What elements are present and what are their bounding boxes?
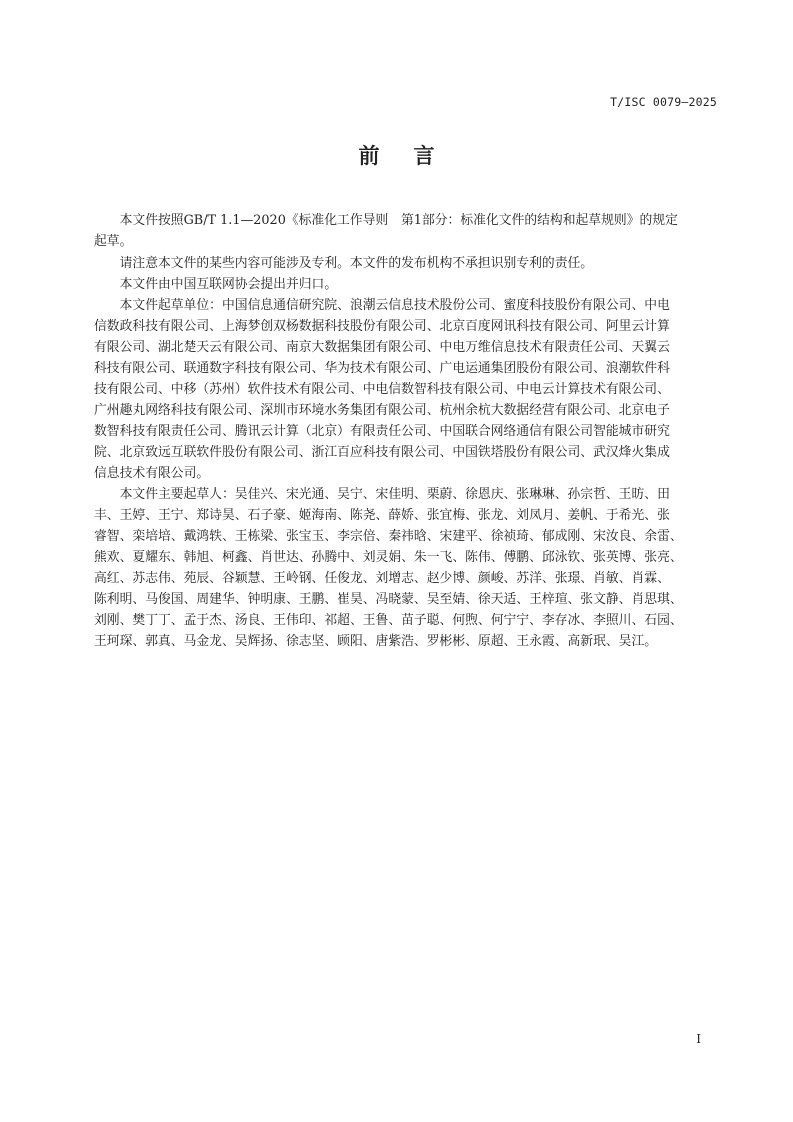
standard-code: T/ISC 0079—2025 <box>610 95 717 109</box>
body-line: 技有限公司、中移（苏州）软件技术有限公司、中电信数智科技有限公司、中电云计算技术有限公司、 <box>94 382 670 397</box>
body-line: 丰、王婷、王宁、郑诗昊、石子豪、姬海南、陈尧、薛娇、张宜梅、张龙、刘凤月、姜帆、于希光、张 <box>94 508 670 523</box>
body-line: 熊欢、夏耀东、韩旭、柯鑫、肖世达、孙腾中、刘灵娟、朱一飞、陈伟、傅鹏、邱泳钦、张英博、张亮、 <box>94 550 683 565</box>
body-line: 刘刚、樊丁丁、孟于杰、汤良、王伟印、祁超、王鲁、苗子聪、何煦、何宁宁、李存冰、李照川、石园、 <box>94 613 683 628</box>
body-line: 科技有限公司、联通数字科技有限公司、华为技术有限公司、广电运通集团股份有限公司、浪潮软件科 <box>94 361 670 376</box>
body-line: 信息技术有限公司。 <box>94 466 210 481</box>
body-line: 起草。 <box>94 234 133 249</box>
body-line: 本文件按照GB/T 1.1—2020《标准化工作导则 第1部分：标准化文件的结构和起草规则》的规定 <box>94 213 678 228</box>
title-char-1: 前 <box>358 144 380 168</box>
body-line: 广州趣丸网络科技有限公司、深圳市环境水务集团有限公司、杭州余杭大数据经营有限公司、北京电子 <box>94 403 670 418</box>
page-title <box>0 140 793 170</box>
body-line: 数智科技有限责任公司、腾讯云计算（北京）有限责任公司、中国联合网络通信有限公司智能城市研究 <box>94 424 670 439</box>
body-line: 高红、苏志伟、苑辰、谷颖慧、王岭钢、任俊龙、刘增志、赵少博、颜峻、苏洋、张璟、肖敏、肖霖、 <box>94 571 670 586</box>
body-line: 院、北京致远互联软件股份有限公司、浙江百应科技有限公司、中国铁塔股份有限公司、武汉烽火集成 <box>94 445 670 460</box>
body-line: 本文件由中国互联网协会提出并归口。 <box>94 277 338 292</box>
body-line: 陈利明、马俊国、周建华、钟明康、王鹏、崔昊、冯晓蒙、吴至婧、徐天适、王梓瑄、张文静、肖思琪、 <box>94 592 683 607</box>
body-line: 王珂琛、郭真、马金龙、吴辉扬、徐志坚、顾阳、唐紫浩、罗彬彬、原超、王永霞、高新珉、吴江。 <box>94 634 658 649</box>
body-line: 本文件主要起草人：吴佳兴、宋光通、吴宁、宋佳明、栗蔚、徐恩庆、张琳琳、孙宗哲、王昉、田 <box>94 487 670 502</box>
body-line: 睿智、栾培培、戴鸿轶、王栋梁、张宝玉、李宗倍、秦祎晗、宋建平、徐祯琦、郁成刚、宋汝良、余雷、 <box>94 529 683 544</box>
body-line: 有限公司、湖北楚天云有限公司、南京大数据集团有限公司、中电万维信息技术有限责任公司、天翼云 <box>94 340 670 355</box>
body-line: 请注意本文件的某些内容可能涉及专利。本文件的发布机构不承担识别专利的责任。 <box>94 256 594 271</box>
title-char-2: 言 <box>413 144 435 168</box>
body-line: 本文件起草单位：中国信息通信研究院、浪潮云信息技术股份公司、蜜度科技股份有限公司、中电 <box>94 298 670 313</box>
body-line: 信数政科技有限公司、上海梦创双杨数据科技股份有限公司、北京百度网讯科技有限公司、阿里云计算 <box>94 319 670 334</box>
page-number: I <box>696 1032 701 1046</box>
